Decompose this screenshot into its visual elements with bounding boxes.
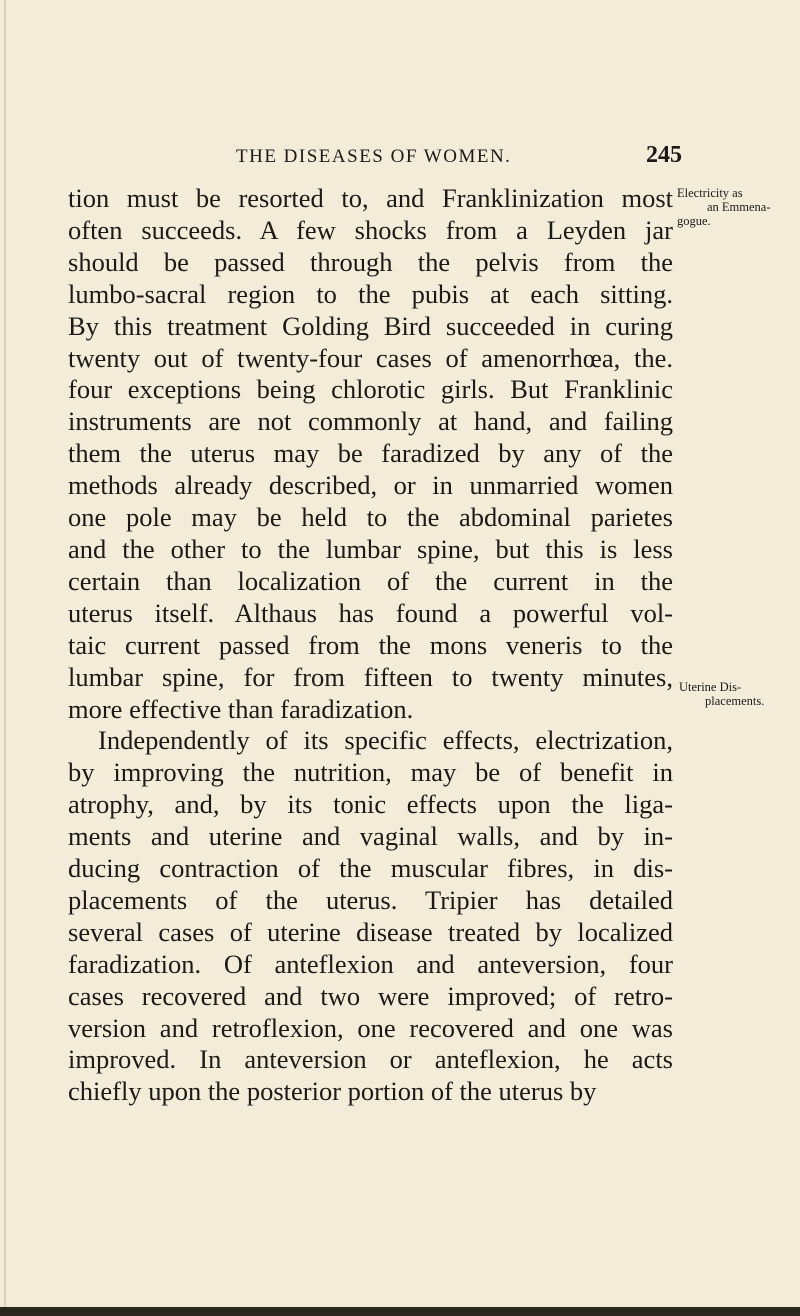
sidenote-electricity-emmenagogue [677, 186, 771, 228]
sidenote-line: an Emmena- [707, 200, 771, 214]
text-line: them the uterus may be faradized by any of the [68, 438, 673, 469]
sidenote-line: Uterine Dis- [679, 680, 742, 694]
text-line: improved. In anteversion or anteflexion, he acts [68, 1044, 673, 1075]
text-line: uterus itself. Althaus has found a powerful vol- [68, 597, 673, 628]
text-line: one pole may be held to the abdominal parietes [68, 502, 673, 533]
text-line: atrophy, and, by its tonic effects upon the liga- [68, 789, 673, 820]
text-line: often succeeds. A few shocks from a Leyden jar [68, 214, 673, 245]
text-line: by improving the nutrition, may be of benefit in [68, 757, 673, 788]
text-line: version and retroflexion, one recovered and one was [68, 1012, 673, 1043]
text-line: should be passed through the pelvis from the [68, 246, 673, 277]
text-line: cases recovered and two were improved; of retro- [68, 980, 673, 1011]
text-line: ducing contraction of the muscular fibres, in dis- [68, 853, 673, 884]
paragraph-start-line: Independently of its specific effects, electrization, [98, 725, 673, 756]
text-line: more effective than faradization. [68, 693, 414, 724]
text-line: instruments are not commonly at hand, and failing [68, 406, 673, 437]
text-line: four exceptions being chlorotic girls. But Franklinic [68, 374, 673, 405]
page-header [236, 142, 682, 172]
sidenote-line: gogue. [677, 214, 711, 228]
text-line: lumbo-sacral region to the pubis at each sitting. [68, 278, 673, 309]
text-line: methods already described, or in unmarried women [68, 470, 673, 501]
bottom-edge-rule [0, 1307, 800, 1316]
text-line: certain than localization of the current in the [68, 565, 673, 596]
text-line: several cases of uterine disease treated by localized [68, 916, 673, 947]
page-edge [4, 0, 6, 1316]
sidenote-line: Electricity as [677, 186, 743, 200]
text-line: By this treatment Golding Bird succeeded in curing [68, 310, 673, 341]
text-line: taic current passed from the mons veneris to the [68, 629, 673, 660]
body-text [68, 183, 673, 1108]
text-line: chiefly upon the posterior portion of the uterus by [68, 1076, 597, 1107]
text-line: twenty out of twenty-four cases of amenorrhœa, the. [68, 342, 673, 373]
text-line: faradization. Of anteflexion and anteversion, four [68, 948, 673, 979]
text-line: ments and uterine and vaginal walls, and by in- [68, 821, 673, 852]
text-line: tion must be resorted to, and Franklinization most [68, 183, 673, 213]
text-line: and the other to the lumbar spine, but this is less [68, 533, 673, 564]
sidenote-uterine-displacements [679, 680, 764, 708]
sidenote-line: placements. [705, 694, 765, 708]
text-line: lumbar spine, for from fifteen to twenty minutes, [68, 661, 673, 692]
page-number: 245 [646, 142, 682, 168]
text-line: placements of the uterus. Tripier has detailed [68, 884, 673, 915]
running-head: THE DISEASES OF WOMEN. [236, 146, 512, 167]
